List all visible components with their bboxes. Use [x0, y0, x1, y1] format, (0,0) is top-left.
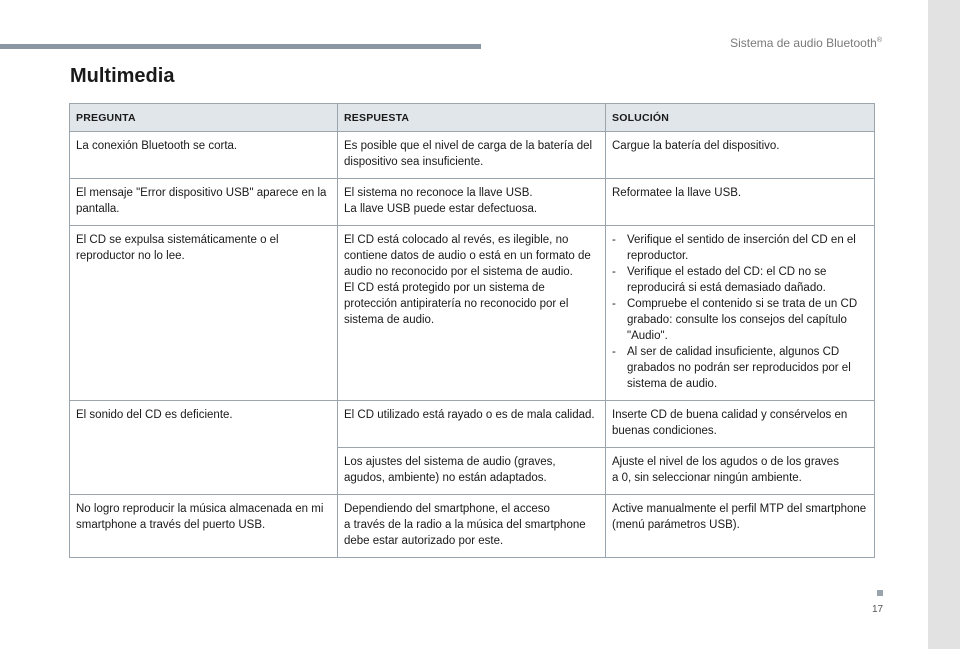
answer-line: El CD está colocado al revés, es ilegible, no contiene datos de audio o está en un formato de audio no reconocido por el sistema de audio.: [344, 234, 591, 278]
solution-item-text: Verifique el estado del CD: el CD no se reproducirá si está demasiado dañado.: [627, 266, 827, 294]
question-cell: El sonido del CD es deficiente.: [70, 401, 338, 495]
solution-cell: Reformatee la llave USB.: [606, 179, 875, 226]
solution-list-item: - Compruebe el contenido si se trata de un CD grabado: consulte los consejos del capítulo "Audio".: [612, 298, 858, 342]
solution-item-text: Al ser de calidad insuficiente, algunos CD grabados no podrán ser reproducidos por el sistema de audio.: [627, 346, 851, 390]
column-header-answer: RESPUESTA: [338, 104, 606, 132]
solution-list: [612, 232, 868, 392]
table-row: [70, 226, 875, 401]
page-edge-strip: [928, 0, 960, 649]
solution-cell: Cargue la batería del dispositivo.: [606, 132, 875, 179]
chapter-header: [730, 36, 882, 50]
answer-cell: [338, 226, 606, 401]
question-cell: El mensaje "Error dispositivo USB" aparece en la pantalla.: [70, 179, 338, 226]
table-header-row: [70, 104, 875, 132]
solution-list-item: - Verifique el estado del CD: el CD no se reproducirá si está demasiado dañado.: [612, 266, 827, 294]
answer-cell: [338, 495, 606, 558]
solution-cell: [606, 448, 875, 495]
answer-line: La llave USB puede estar defectuosa.: [344, 203, 538, 215]
solution-cell: Active manualmente el perfil MTP del smartphone (menú parámetros USB).: [606, 495, 875, 558]
solution-item-text: Compruebe el contenido si se trata de un CD grabado: consulte los consejos del capítulo "Audio".: [627, 298, 858, 342]
answer-line: a través de la radio a la música del smartphone debe estar autorizado por este.: [344, 519, 586, 547]
page-number: 17: [872, 604, 884, 615]
solution-cell: Inserte CD de buena calidad y consérvelos en buenas condiciones.: [606, 401, 875, 448]
table-row: [70, 495, 875, 558]
registered-mark: ®: [876, 37, 882, 44]
column-header-solution: SOLUCIÓN: [606, 104, 875, 132]
table-row: [70, 179, 875, 226]
answer-line: El CD está protegido por un sistema de protección antipiratería no reconocido por el sistema de audio.: [344, 282, 569, 326]
header-rule: [0, 44, 481, 49]
chapter-header-text: Sistema de audio Bluetooth: [730, 36, 877, 50]
section-title: Multimedia: [70, 65, 175, 87]
column-header-question: PREGUNTA: [70, 104, 338, 132]
table-row: [70, 132, 875, 179]
answer-cell: Los ajustes del sistema de audio (graves, agudos, ambiente) no están adaptados.: [338, 448, 606, 495]
solution-list-item: - Verifique el sentido de inserción del CD en el reproductor.: [612, 234, 856, 262]
question-cell: No logro reproducir la música almacenada en mi smartphone a través del puerto USB.: [70, 495, 338, 558]
answer-cell: El CD utilizado está rayado o es de mala calidad.: [338, 401, 606, 448]
troubleshooting-table: [69, 103, 875, 558]
question-cell: El CD se expulsa sistemáticamente o el reproductor no lo lee.: [70, 226, 338, 401]
solution-item-text: Verifique el sentido de inserción del CD en el reproductor.: [627, 234, 856, 262]
solution-line: a 0, sin seleccionar ningún ambiente.: [612, 472, 802, 484]
answer-cell: Es posible que el nivel de carga de la batería del dispositivo sea insuficiente.: [338, 132, 606, 179]
answer-cell: [338, 179, 606, 226]
continuation-marker: [877, 590, 883, 596]
solution-line: Ajuste el nivel de los agudos o de los graves: [612, 456, 839, 468]
solution-cell: [606, 226, 875, 401]
answer-line: El sistema no reconoce la llave USB.: [344, 187, 533, 199]
answer-line: Dependiendo del smartphone, el acceso: [344, 503, 550, 515]
table-row: [70, 401, 875, 448]
solution-list-item: - Al ser de calidad insuficiente, algunos CD grabados no podrán ser reproducidos por el sistema de audio.: [612, 346, 851, 390]
question-cell: La conexión Bluetooth se corta.: [70, 132, 338, 179]
